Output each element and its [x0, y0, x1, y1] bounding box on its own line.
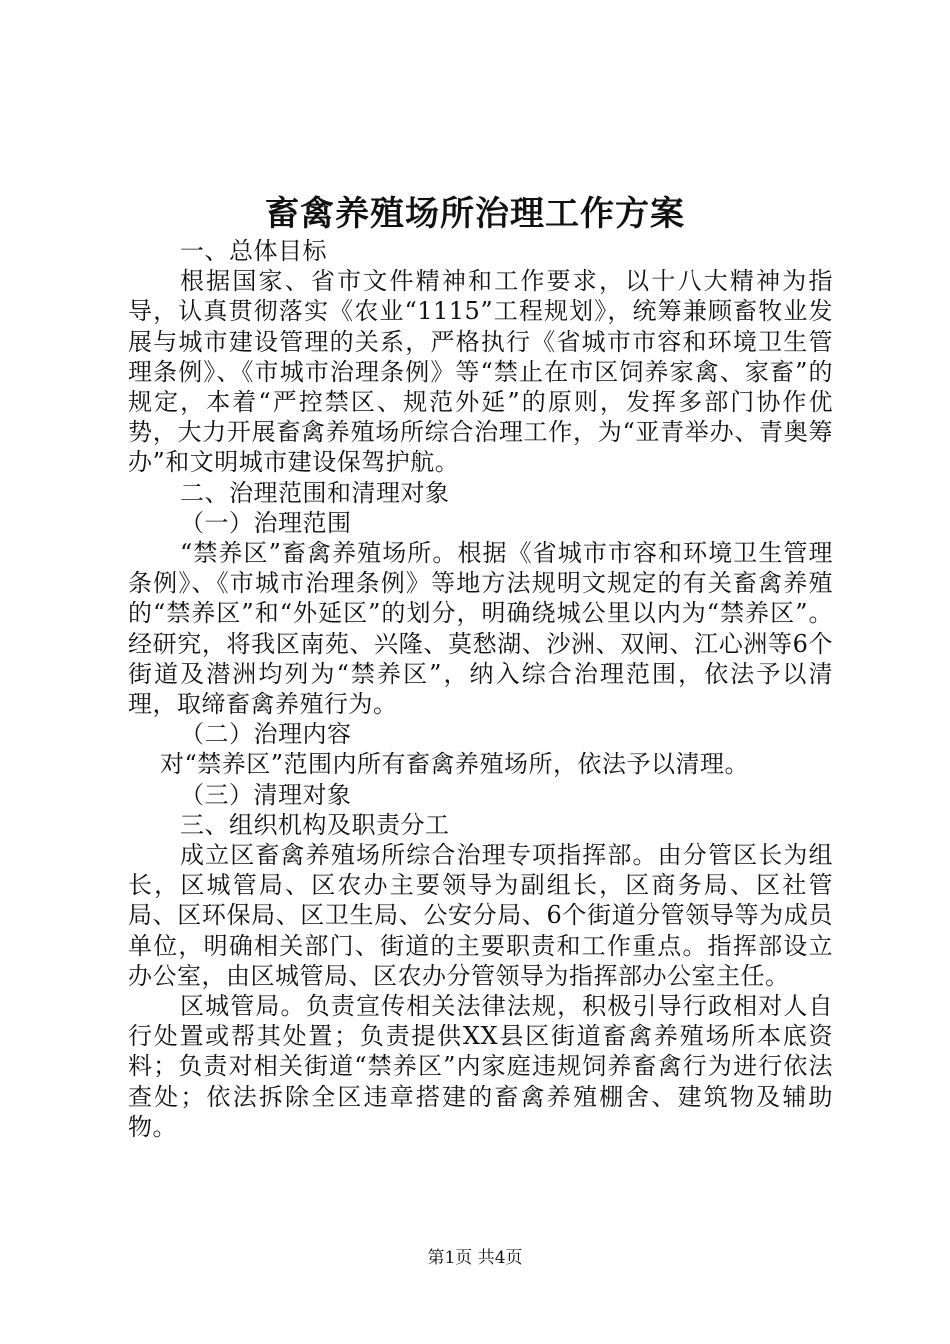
paragraph-scope: “禁养区”畜禽养殖场所。根据《省城市市容和环境卫生管理条例》、《市城市治理条例》等地方法规明文规定的有关畜禽养殖的“禁养区”和“外延区”的划分，明确绕城公里以内为“禁养区”。经研究，将我区南苑、兴隆、莫愁湖、沙洲、双闸、江心洲等6个街道及潜洲均列为“禁养区”，纳入综合治理范围，依法予以清理，取缔畜禽养殖行为。 — [128, 539, 833, 719]
section-heading-3: 三、组织机构及职责分工 — [180, 810, 450, 839]
paragraph-content: 对“禁养区”范围内所有畜禽养殖场所，依法予以清理。 — [160, 750, 750, 779]
section-heading-1: 一、总体目标 — [180, 237, 327, 265]
page-number-footer: 第1页 共4页 — [427, 1248, 523, 1268]
subsection-heading-targets: （三）清理对象 — [180, 780, 352, 809]
section-heading-2: 二、治理范围和清理对象 — [180, 478, 450, 507]
paragraph-overall-goal: 根据国家、省市文件精神和工作要求，以十八大精神为指导，认真贯彻落实《农业“1115”工程规划》，统筹兼顾畜牧业发展与城市建设管理的关系，严格执行《省城市市容和环境卫生管理条例》、《市城市治理条例》等“禁止在市区饲养家禽、家畜”的规定，本着“严控禁区、规范外延”的原则，发挥多部门协作优势，大力开展畜禽养殖场所综合治理工作，为“亚青举办、青奥筹办”和文明城市建设保驾护航。 — [128, 267, 833, 477]
document-body — [128, 236, 833, 1142]
paragraph-organization: 成立区畜禽养殖场所综合治理专项指挥部。由分管区长为组长，区城管局、区农办主要领导为副组长，区商务局、区社管局、区环保局、区卫生局、公安分局、6个街道分管领导等为成员单位，明确相关部门、街道的主要职责和工作重点。指挥部设立办公室，由区城管局、区农办分管领导为指挥部办公室主任。 — [128, 841, 833, 990]
paragraph-city-management: 区城管局。负责宣传相关法律法规，积极引导行政相对人自行处置或帮其处置；负责提供XX县区街道畜禽养殖场所本底资料；负责对相关街道“禁养区”内家庭违规饲养畜禽行为进行依法查处；依法拆除全区违章搭建的畜禽养殖棚舍、建筑物及辅助物。 — [128, 992, 833, 1141]
document-title: 畜禽养殖场所治理工作方案 — [265, 194, 685, 234]
subsection-heading-scope: （一）治理范围 — [180, 508, 352, 537]
subsection-heading-content: （二）治理内容 — [180, 720, 352, 749]
